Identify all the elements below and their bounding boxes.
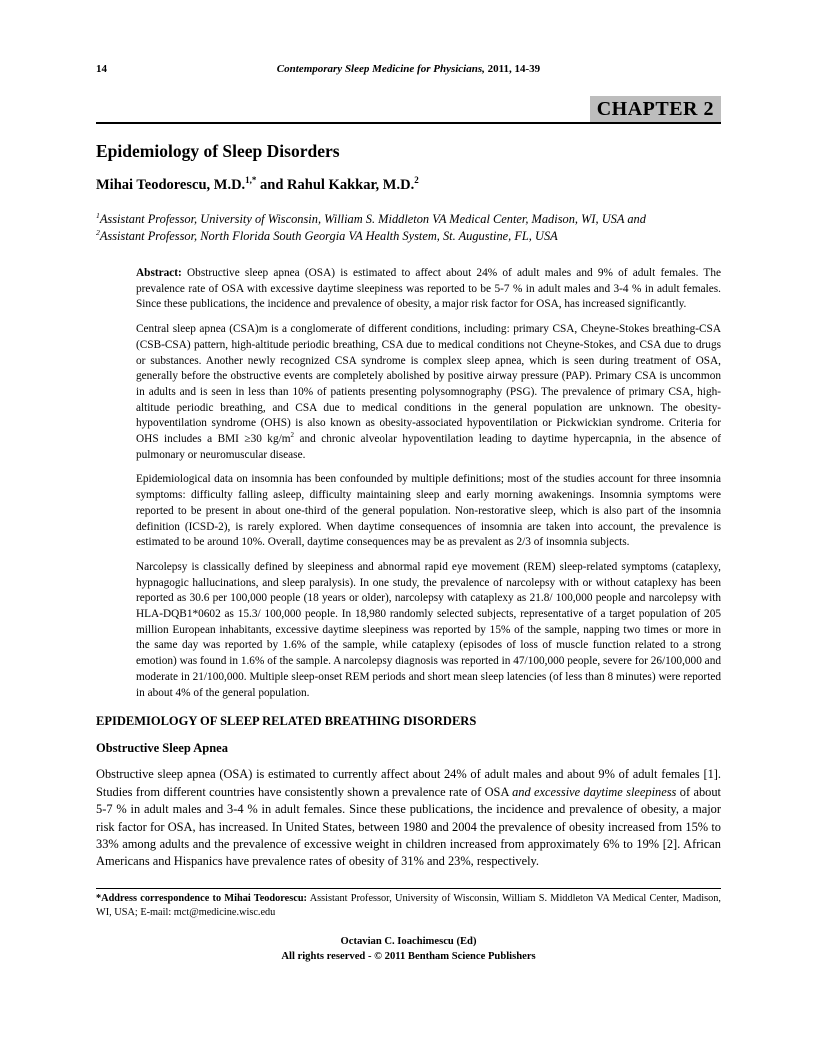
- affiliations: $^1$Assistant Professor, University of Wisconsin, William S. Middleton VA Medical Center, Madison, WI, USA and $^2$Assistant Professor, North Florida South Georgia VA Health System, St. Augustine, FL, USA: [96, 210, 646, 243]
- publisher-editor-line: Octavian C. Ioachimescu (Ed): [340, 936, 477, 948]
- abstract-block: [136, 266, 721, 701]
- section-heading: EPIDEMIOLOGY OF SLEEP RELATED BREATHING DISORDERS: [96, 714, 477, 729]
- abstract-paragraph: Abstract: Obstructive sleep apnea (OSA) is estimated to affect about 24% of adult males and 9% of adult females. The prevalence rate of OSA with excessive daytime sleepiness was reported to be 5-7 % in adult males and 3-4 % in adult females. Since these publications, the incidence and prevalence of obesity, a major risk factor for OSA, has increased significantly.: [136, 267, 722, 311]
- abstract-paragraph: Central sleep apnea (CSA)m is a conglomerate of different conditions, including: primary CSA, Cheyne-Stokes breathing-CSA (CSB-CSA) pattern, high-altitude periodic breathing, CSA due to medical conditions not Cheyne-Stokes, and CSA due to drugs or substances. Another newly recognized CSA syndrome is complex sleep apnea, which is seen during treatment of OSA, generally before the obstructive events are completely abolished by positive airway pressure (PAP). Primary CSA is uncommon in adults and is seen in less than 10% of patients presenting polysomnography (PSG). The prevalence of primary CSA, high-altitude periodic breathing, and CSA due to medical conditions in the general population are unknown. The obesity-hypoventilation syndrome (OHS) is also known as obesity-associated hypoventilation or Pickwickian syndrome. Criteria for OHS includes a BMI ≥30 $kg/m^2$ and chronic alveolar hypoventilation leading to daytime hypercapnia, in the absence of pulmonary or neuromuscular disease.: [136, 323, 721, 461]
- abstract-paragraph: Narcolepsy is classically defined by sleepiness and abnormal rapid eye movement (REM) sleep-related symptoms (cataplexy, hypnagogic hallucinations, and sleep paralysis). In one study, the prevalence of narcolepsy with or without cataplexy has been reported as 30.6 per 100,000 people (18 years or older), narcolepsy with cataplexy as 21.8/ 100,000 people and narcolepsy with HLA-DQB1*0602 as 15.3/ 100,000 people. In 18,980 randomly selected subjects, representative of a target population of 205 million European inhabitants, excessive daytime sleepiness was reported by 15% of the sample, napping two times or more in the same day was reported by 1.6% of the sample, while cataplexy (episodes of loss of muscle function related to a strong emotion) was found in 1.6% of the sample. A narcolepsy diagnosis was reported in 47/100,000 people, severe for 26/100,000 and moderate in 21/100,000. Multiple sleep-onset REM periods and short mean sleep latencies (of less than 8 minutes) were reported in about 4% of the general population.: [136, 560, 721, 699]
- abstract-paragraph: Epidemiological data on insomnia has been confounded by multiple definitions; most of the studies account for three insomnia symptoms: difficulty falling asleep, difficulty maintaining sleep and early morning awakenings. Insomnia symptoms were reported to be present in about one-third of the general population. Non-restorative sleep, which is also part of the insomnia definition (ICSD-2), is rarely explored. When daytime consequences of insomnia are taken into account, the prevalence is estimated to be around 10%. Overall, daytime consequences may be as prevalent as 2/3 of insomnia subjects.: [136, 473, 721, 549]
- correspondence-footnote: *Address correspondence to Mihai Teodorescu: Assistant Professor, University of Wisconsin, William S. Middleton VA Medical Center, Madison, WI, USA; E-mail: mct@medicine.wisc.edu: [96, 892, 721, 918]
- authors-line: Mihai Teodorescu, M.D.$^{1,*}$ and Rahul Kakkar, M.D.$^2$: [96, 175, 419, 193]
- publisher-block: [96, 934, 721, 964]
- subsection-heading: Obstructive Sleep Apnea: [96, 741, 228, 756]
- article-title: Epidemiology of Sleep Disorders: [96, 141, 340, 161]
- page-number: 14: [96, 63, 107, 75]
- chapter-badge: CHAPTER 2: [590, 96, 721, 122]
- chapter-row: [96, 96, 721, 124]
- footnote-divider: [96, 888, 721, 889]
- running-header: [96, 62, 721, 76]
- running-head-title: Contemporary Sleep Medicine for Physicians, 2011, 14-39: [276, 63, 541, 75]
- publisher-rights-line: All rights reserved - © 2011 Bentham Science Publishers: [281, 951, 536, 963]
- body-paragraph: Obstructive sleep apnea (OSA) is estimated to currently affect about 24% of adult males and about 9% of adult females [1]. Studies from different countries have consistently shown a prevalence rate of OSA and excessive daytime sleepiness of about 5-7 % in adult males and 3-4 % in adult females. Since these publications, the incidence and prevalence of obesity, a major risk factor for OSA, has increased. In United States, between 1980 and 2004 the prevalence of obesity increased from 15% to 33% among adults and the prevalence of excessive weight in children increased from approximately 6% to 19% [2]. African Americans and Hispanics have prevalence rates of obesity of 31% and 23%, respectively.: [96, 767, 721, 869]
